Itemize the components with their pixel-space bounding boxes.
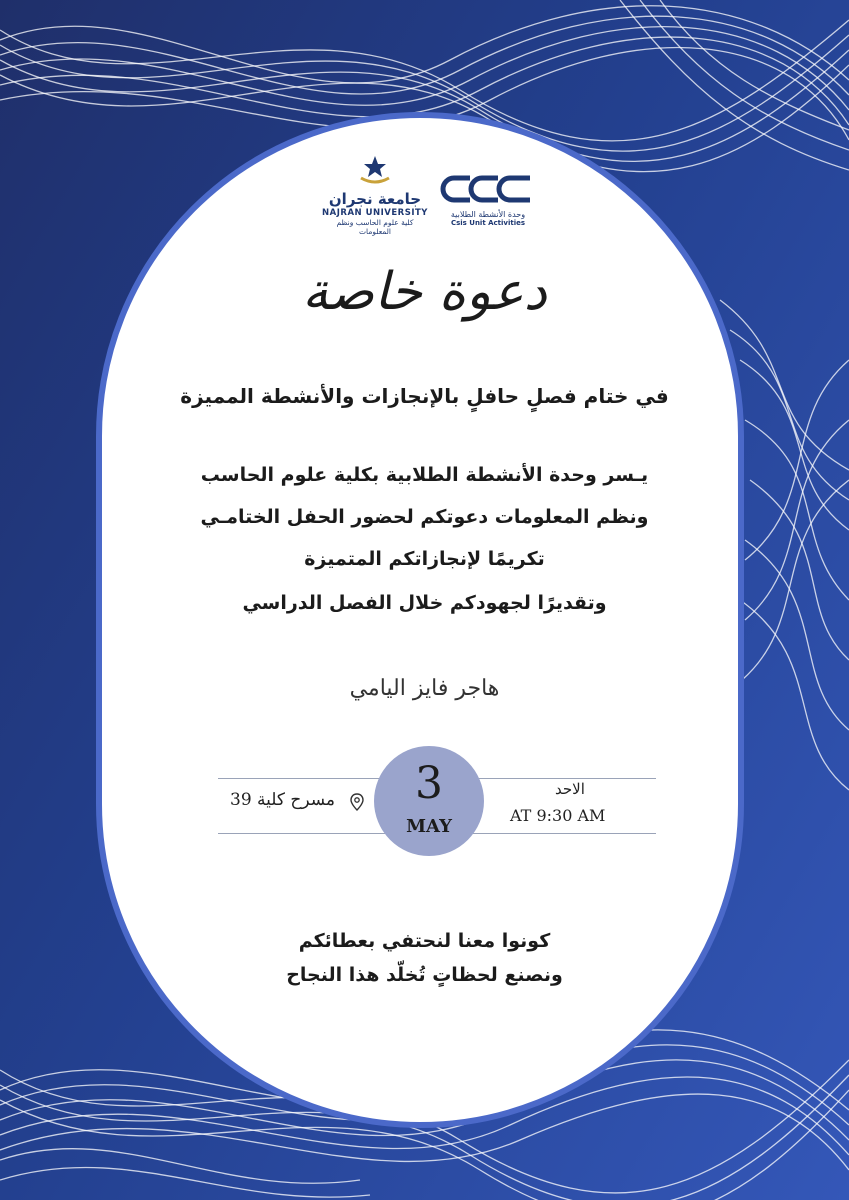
body-line-1: يـسر وحدة الأنشطة الطلابية بكلية علوم الحاسب — [200, 464, 649, 486]
footer-line-2: ونصنع لحظاتٍ تُخلّد هذا النجاح — [286, 964, 563, 986]
event-venue: مسرح كلية 39 — [230, 790, 336, 810]
host-name: هاجر فايز اليامي — [349, 676, 500, 701]
csis-unit-logo — [428, 174, 548, 240]
event-date-badge — [374, 746, 484, 856]
event-day-number: 3 — [415, 758, 443, 809]
location-pin-icon — [349, 793, 365, 811]
body-line-4: وتقديرًا لجهودكم خلال الفصل الدراسي — [242, 592, 607, 614]
footer-line-1: كونوا معنا لنحتفي بعطائكم — [298, 930, 551, 952]
csis-mark-icon — [440, 174, 536, 204]
college-name-ar: كلية علوم الحاسب ونظم المعلومات — [336, 218, 414, 236]
unit-name-en: Csis Unit Activities — [450, 219, 526, 227]
university-name-ar: جامعة نجران — [328, 190, 422, 208]
najran-university-logo — [320, 154, 430, 240]
event-time: AT 9:30 AM — [510, 806, 606, 825]
university-name-en: NAJRAN UNIVERSITY — [322, 208, 428, 218]
invitation-title: دعوة خاصة — [302, 262, 547, 322]
logos-row — [0, 150, 849, 240]
body-line-2: ونظم المعلومات دعوتكم لحضور الحفل الختامـي — [200, 506, 649, 528]
event-weekday: الاحد — [555, 780, 585, 798]
body-line-3: تكريمًا لإنجازاتكم المتميزة — [304, 548, 545, 570]
najran-star-icon — [355, 154, 395, 184]
unit-name-ar: وحدة الأنشطة الطلابية — [450, 210, 526, 219]
event-month: MAY — [406, 816, 452, 837]
invitation-headline: في ختام فصلٍ حافلٍ بالإنجازات والأنشطة المميزة — [180, 384, 669, 408]
